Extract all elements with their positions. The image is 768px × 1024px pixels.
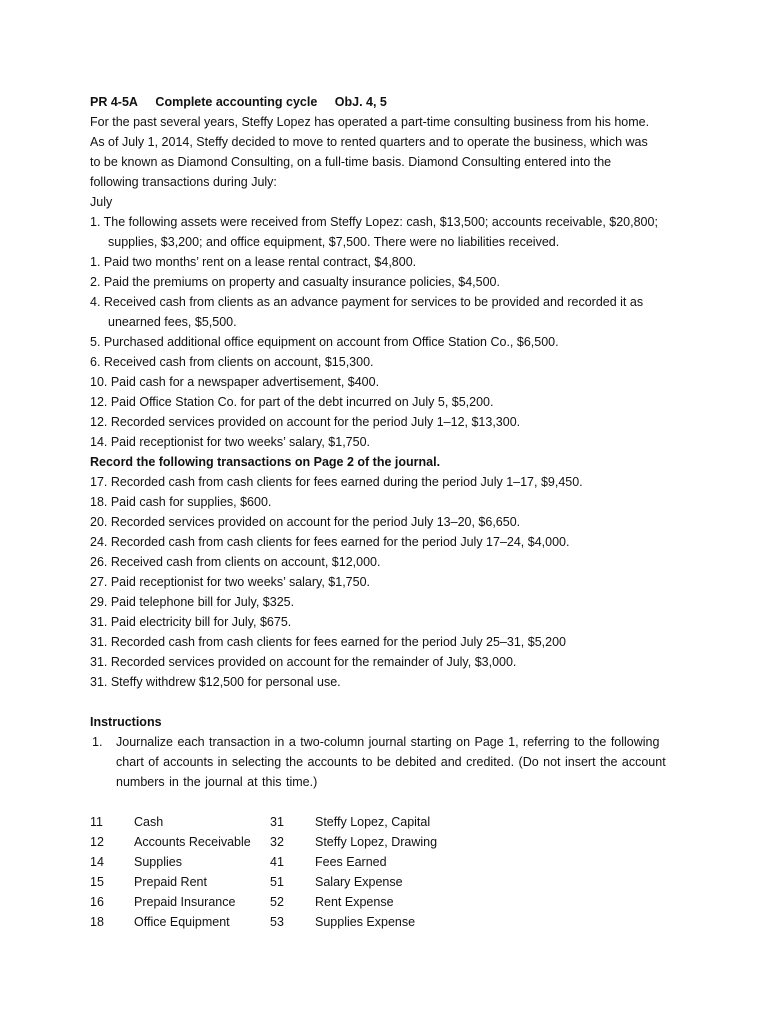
page2-note: Record the following transactions on Page 2 of the journal. [90, 455, 441, 469]
transaction-item-continued: unearned fees, $5,500. [108, 315, 237, 329]
transaction-item: 14. Paid receptionist for two weeks’ salary, $1,750. [90, 435, 371, 449]
transaction-item: 31. Recorded cash from cash clients for fees earned for the period July 25–31, $5,200 [90, 635, 566, 649]
transaction-item: 10. Paid cash for a newspaper advertisement, $400. [90, 375, 380, 389]
instruction-text: Journalize each transaction in a two-column journal starting on Page 1, referring to the following chart of accounts in selecting the accounts to be debited and credited. (Do not insert the account numbers in the journal at this time.) [116, 735, 666, 789]
account-name: Supplies [134, 855, 182, 869]
account-name: Rent Expense [315, 895, 394, 909]
transaction-item: 6. Received cash from clients on account, $15,300. [90, 355, 374, 369]
account-row [90, 872, 475, 892]
transaction-item: 24. Recorded cash from cash clients for fees earned for the period July 17–24, $4,000. [90, 535, 570, 549]
transaction-item: 31. Recorded services provided on account for the remainder of July, $3,000. [90, 655, 517, 669]
account-row [90, 832, 475, 852]
intro-paragraph [90, 112, 690, 192]
account-name: Salary Expense [315, 875, 403, 889]
account-row [90, 852, 475, 872]
transaction-item: 1. The following assets were received from Steffy Lopez: cash, $13,500; accounts receivable, $20,800; [90, 215, 658, 229]
account-name: Steffy Lopez, Capital [315, 815, 431, 829]
account-number: 11 [90, 815, 103, 829]
document-page [90, 92, 690, 932]
transaction-item: 5. Purchased additional office equipment on account from Office Station Co., $6,500. [90, 335, 559, 349]
problem-heading [90, 92, 690, 112]
account-number: 16 [90, 895, 104, 909]
account-number: 15 [90, 875, 104, 889]
transaction-item: 12. Recorded services provided on account for the period July 1–12, $13,300. [90, 415, 521, 429]
account-name: Cash [134, 815, 164, 829]
intro-line: As of July 1, 2014, Steffy decided to move to rented quarters and to operate the business, which was [90, 135, 648, 149]
account-number: 12 [90, 835, 104, 849]
problem-code: PR 4-5A [90, 95, 138, 109]
account-name: Prepaid Insurance [134, 895, 236, 909]
transaction-item: 26. Received cash from clients on account, $12,000. [90, 555, 381, 569]
instructions-heading: Instructions [90, 715, 162, 729]
transaction-list-page1 [90, 212, 690, 452]
account-name: Office Equipment [134, 915, 230, 929]
account-name: Fees Earned [315, 855, 387, 869]
transaction-item: 4. Received cash from clients as an advance payment for services to be provided and recorded it as [90, 295, 644, 309]
account-number: 53 [270, 915, 284, 929]
intro-line: to be known as Diamond Consulting, on a full-time basis. Diamond Consulting entered into the [90, 155, 612, 169]
transaction-item: 31. Paid electricity bill for July, $675. [90, 615, 292, 629]
account-row [90, 892, 475, 912]
problem-title: Complete accounting cycle [155, 95, 318, 109]
transaction-item-continued: supplies, $3,200; and office equipment, $7,500. There were no liabilities received. [108, 235, 560, 249]
account-row [90, 812, 475, 832]
month-label: July [90, 195, 113, 209]
instruction-item [90, 732, 690, 792]
transaction-list-page2 [90, 472, 690, 692]
account-number: 51 [270, 875, 284, 889]
transaction-item: 27. Paid receptionist for two weeks’ salary, $1,750. [90, 575, 371, 589]
account-number: 14 [90, 855, 104, 869]
account-number: 18 [90, 915, 104, 929]
account-name: Prepaid Rent [134, 875, 207, 889]
problem-objectives: ObJ. 4, 5 [334, 95, 387, 109]
transaction-item: 18. Paid cash for supplies, $600. [90, 495, 272, 509]
account-name: Accounts Receivable [134, 835, 251, 849]
spacer [90, 792, 690, 812]
chart-of-accounts [90, 812, 475, 932]
transaction-item: 31. Steffy withdrew $12,500 for personal use. [90, 675, 341, 689]
transaction-item: 17. Recorded cash from cash clients for fees earned during the period July 1–17, $9,450. [90, 475, 583, 489]
transaction-item: 20. Recorded services provided on account for the period July 13–20, $6,650. [90, 515, 521, 529]
account-name: Supplies Expense [315, 915, 416, 929]
transaction-item: 29. Paid telephone bill for July, $325. [90, 595, 295, 609]
transaction-item: 2. Paid the premiums on property and casualty insurance policies, $4,500. [90, 275, 500, 289]
account-number: 31 [270, 815, 284, 829]
account-number: 52 [270, 895, 284, 909]
account-number: 41 [270, 855, 284, 869]
transaction-item: 1. Paid two months’ rent on a lease rental contract, $4,800. [90, 255, 417, 269]
instruction-number: 1. [92, 735, 103, 749]
intro-line: For the past several years, Steffy Lopez has operated a part-time consulting business from his home. [90, 115, 650, 129]
transaction-item: 12. Paid Office Station Co. for part of the debt incurred on July 5, $5,200. [90, 395, 494, 409]
intro-line: following transactions during July: [90, 175, 277, 189]
spacer [90, 692, 690, 712]
account-name: Steffy Lopez, Drawing [315, 835, 438, 849]
account-number: 32 [270, 835, 284, 849]
account-row [90, 912, 475, 932]
